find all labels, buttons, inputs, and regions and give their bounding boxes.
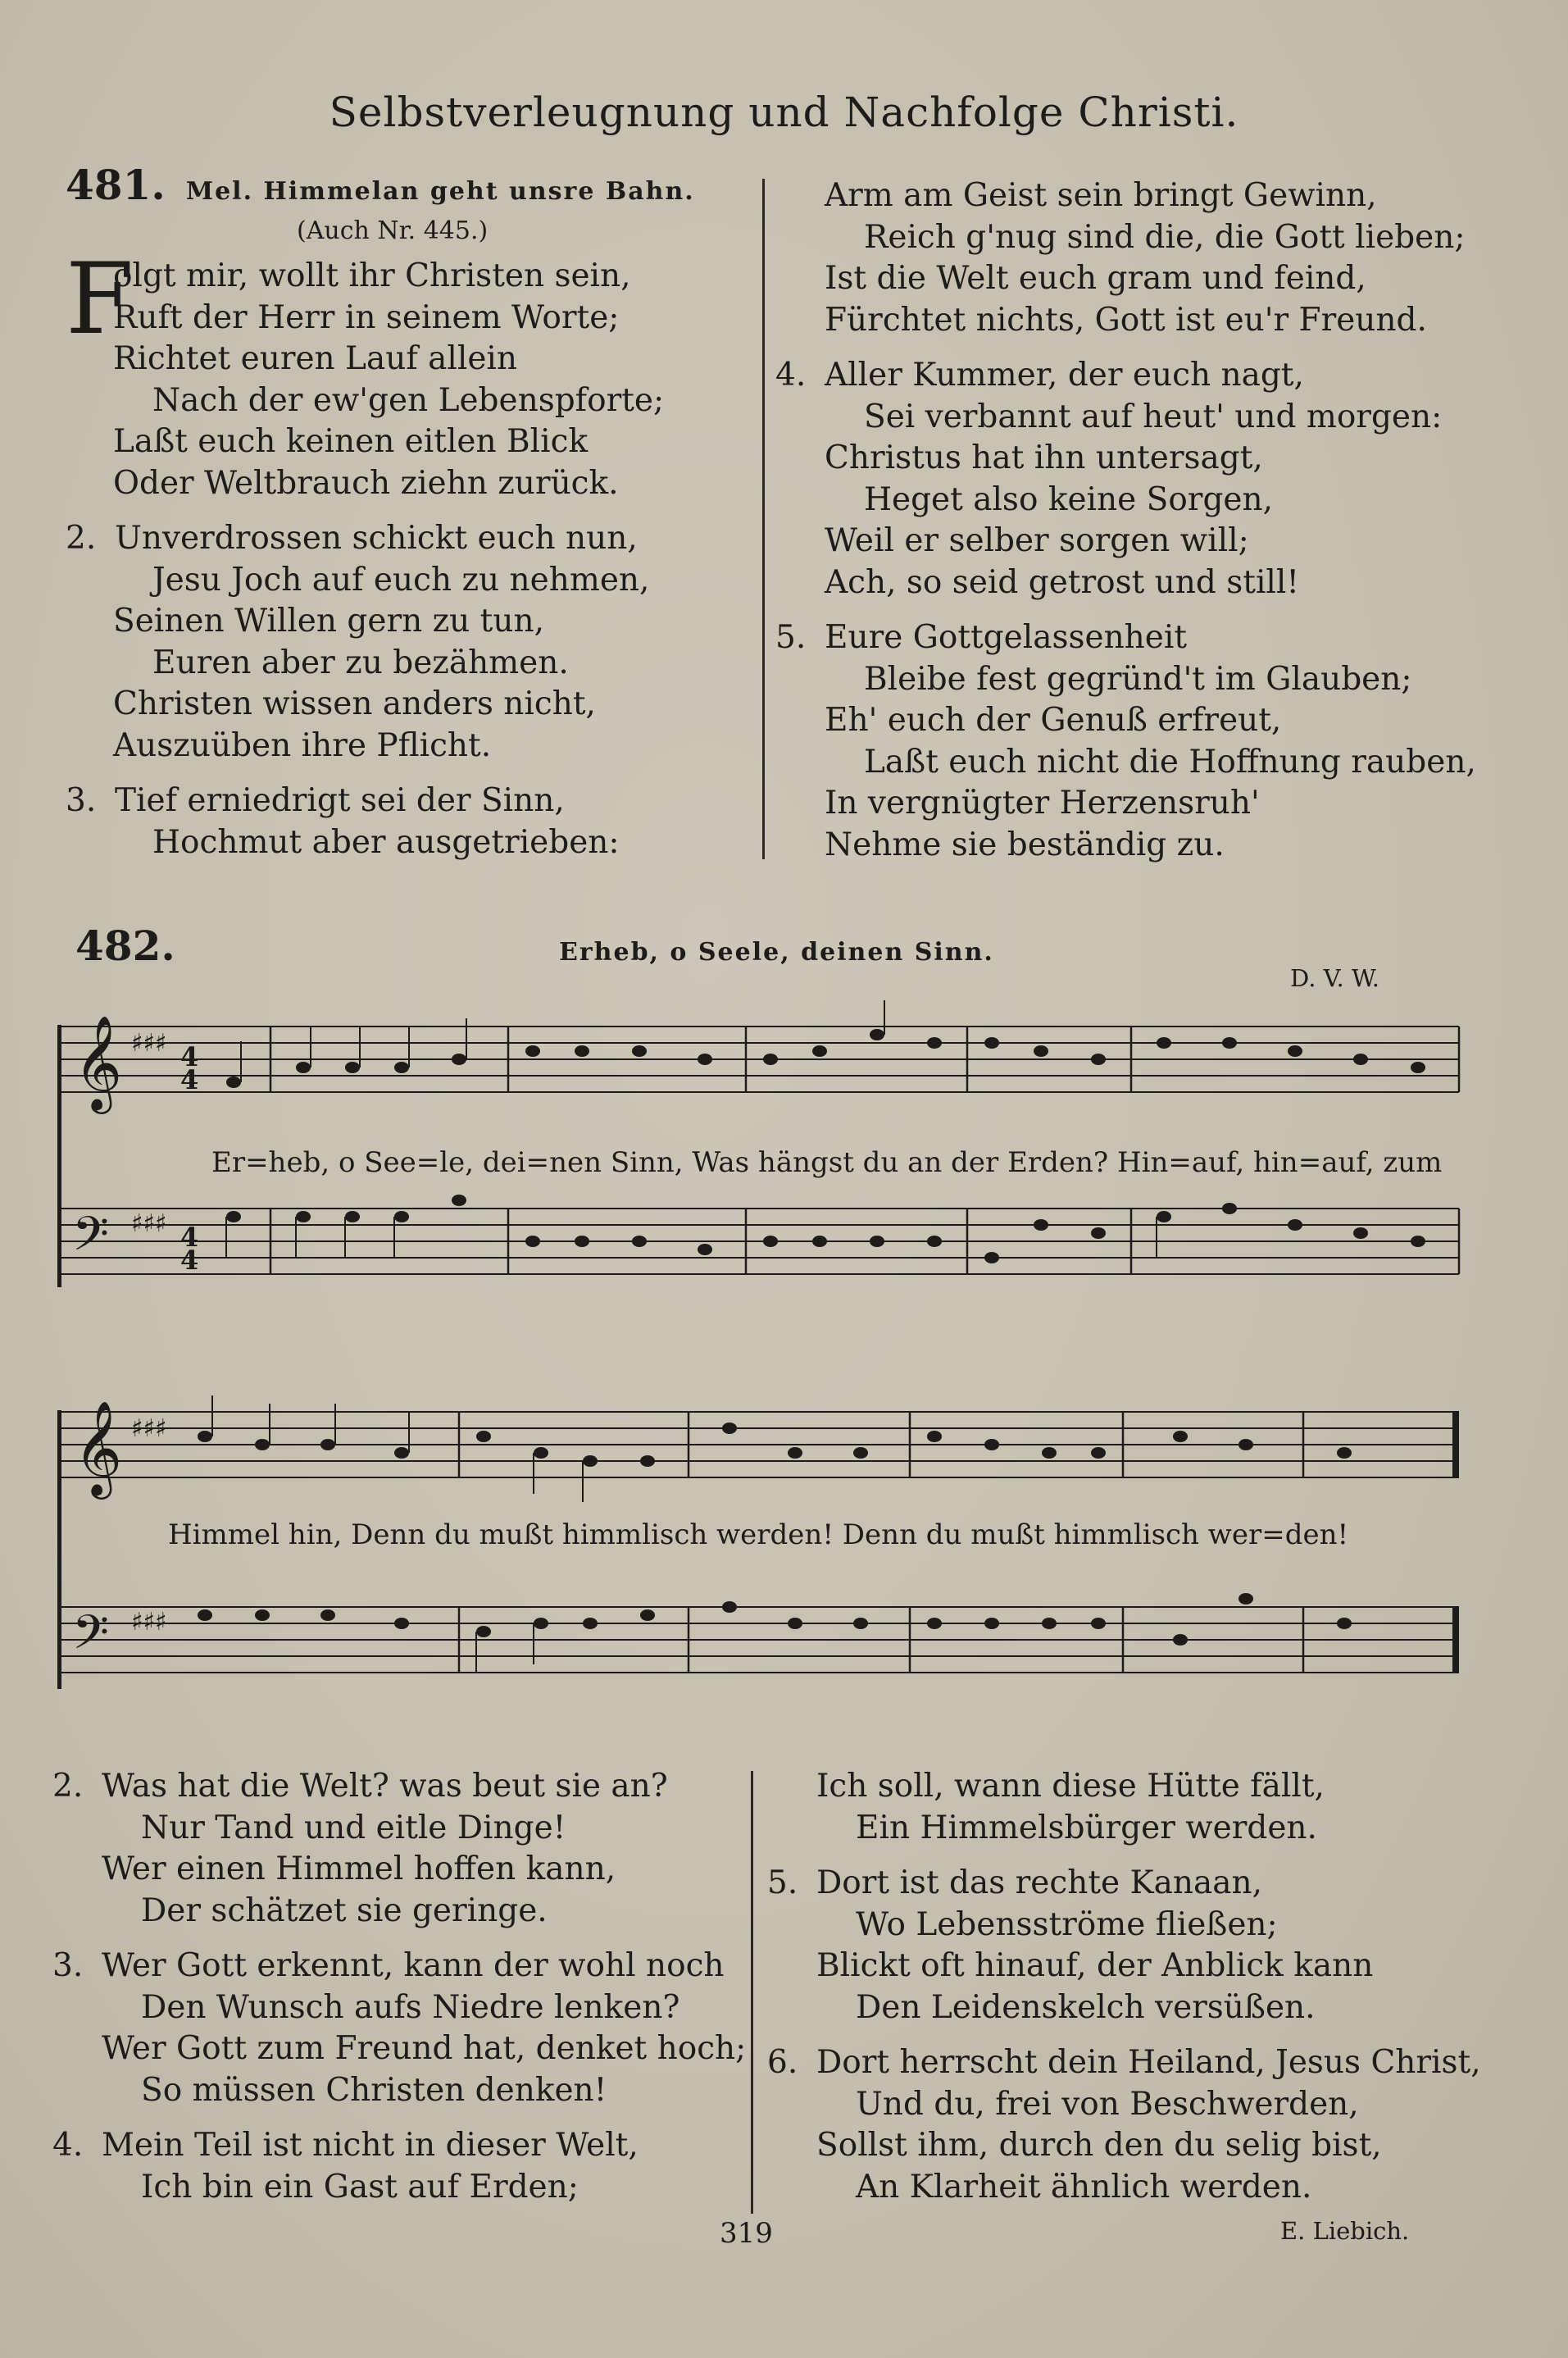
hymn-482-verse-2	[52, 1766, 757, 1932]
hymn-481-verse-2	[66, 518, 754, 767]
bass-clef-icon: 𝄢	[72, 1206, 110, 1273]
time-signature: 4	[180, 1222, 199, 1253]
verse-line: Fürchtet nichts, Gott ist eu'r Freund.	[825, 301, 1427, 339]
verse-line: Weil er selber sorgen will;	[825, 522, 1249, 559]
verse-number: 3.	[52, 1947, 84, 1984]
column-divider	[762, 179, 765, 859]
system-brace	[57, 1025, 61, 1287]
verse-line: Christen wissen anders nicht,	[113, 685, 596, 722]
verse-number: 6.	[767, 2044, 798, 2081]
verse-line: Wer Gott zum Freund hat, denket hoch;	[102, 2030, 747, 2067]
page-number: 319	[720, 2217, 773, 2250]
verse-line: Mein Teil ist nicht in dieser Welt,	[102, 2127, 639, 2164]
verse-line: Tief erniedrigt sei der Sinn,	[115, 782, 565, 819]
verse-line: Jesu Joch auf euch zu nehmen,	[152, 561, 650, 599]
verse-line: Blickt oft hinauf, der Anblick kann	[816, 1947, 1374, 1984]
verse-line: Ist die Welt euch gram und feind,	[825, 260, 1366, 297]
hymn-482-composer: D. V. W.	[1290, 964, 1379, 992]
verse-line: Der schätzet sie geringe.	[141, 1891, 548, 1929]
verse-line: Nach der ew'gen Lebenspforte;	[152, 381, 665, 419]
sharp-icon: ♯♯♯	[131, 1029, 167, 1058]
time-signature: 4	[180, 1245, 199, 1276]
time-signature: 4	[180, 1064, 199, 1095]
verse-line: Oder Weltbrauch ziehn zurück.	[113, 464, 619, 502]
verse-line: Sei verbannt auf heut' und morgen:	[864, 398, 1443, 435]
verse-line: Eh' euch der Genuß erfreut,	[825, 702, 1282, 739]
hymn-482-verse-4b	[767, 1766, 1521, 1849]
verse-line: Wer einen Himmel hoffen kann,	[102, 1850, 616, 1887]
sharp-icon: ♯♯♯	[131, 1209, 167, 1238]
bass-notes	[226, 1195, 1425, 1263]
verse-line: Ruft der Herr in seinem Worte;	[113, 298, 620, 336]
hymn-482-verse-5	[767, 1863, 1521, 2028]
verse-line: In vergnügter Herzensruh'	[825, 785, 1260, 822]
hymn-482-lyric-line-2: Himmel hin, Denn du mußt himmlisch werden! Denn du mußt himmlisch wer=den!	[168, 1518, 1349, 1551]
verse-number: 3.	[66, 782, 97, 819]
treble-clef-icon: 𝄞	[74, 1014, 123, 1110]
hymn-482-left-column	[52, 1766, 757, 2222]
hymn-481-left-column	[66, 243, 754, 877]
verse-line: Laßt euch keinen eitlen Blick	[113, 423, 589, 460]
hymn-482-right-column	[767, 1766, 1521, 2222]
treble-clef-icon: 𝄞	[74, 1400, 123, 1495]
verse-line: An Klarheit ähnlich werden.	[856, 2168, 1312, 2206]
verse-line: Seinen Willen gern zu tun,	[113, 603, 544, 640]
verse-number: 2.	[52, 1768, 84, 1805]
hymn-481-also: (Auch Nr. 445.)	[297, 216, 489, 245]
sharp-icon: ♯♯♯	[131, 1608, 167, 1636]
verse-line: Hochmut aber ausgetrieben:	[152, 823, 620, 861]
verse-line: Unverdrossen schickt euch nun,	[115, 520, 638, 557]
verse-line: Ach, so seid getrost und still!	[825, 563, 1300, 601]
final-barline	[1452, 1412, 1459, 1477]
verse-line: Und du, frei von Beschwerden,	[856, 2085, 1359, 2123]
drop-cap-letter: F	[66, 243, 134, 357]
page-title: Selbstverleugnung und Nachfolge Christi.	[329, 89, 1239, 136]
verse-line: Auszuüben ihre Pflicht.	[113, 726, 492, 764]
hymn-481-verse-5	[775, 617, 1513, 866]
hymn-481-number: 481.	[66, 161, 166, 209]
verse-line: Wo Lebensströme fließen;	[856, 1905, 1278, 1943]
hymn-481-verse-1	[66, 243, 754, 504]
verse-line: Den Leidenskelch versüßen.	[856, 1988, 1316, 2026]
verse-line: Wer Gott erkennt, kann der wohl noch	[102, 1947, 725, 1984]
verse-line: Was hat die Welt? was beut sie an?	[102, 1768, 668, 1805]
verse-line: Ich bin ein Gast auf Erden;	[141, 2168, 579, 2206]
column-divider	[751, 1771, 753, 2214]
hymn-481-verse-4	[775, 355, 1513, 603]
hymn-482-number: 482.	[75, 922, 175, 970]
verse-line: Arm am Geist sein bringt Gewinn,	[825, 177, 1377, 214]
verse-line: Sollst ihm, durch den du selig bist,	[816, 2127, 1382, 2164]
verse-line: Dort ist das rechte Kanaan,	[816, 1864, 1263, 1901]
verse-line: olgt mir, wollt ihr Christen sein,	[113, 257, 631, 294]
verse-line: Christus hat ihn untersagt,	[825, 439, 1263, 476]
verse-line: Richtet euren Lauf allein	[113, 340, 518, 377]
verse-number: 2.	[66, 520, 97, 557]
hymn-481-right-column	[775, 175, 1513, 880]
verse-line: Nehme sie beständig zu.	[825, 826, 1225, 863]
verse-line: Euren aber zu bezähmen.	[152, 644, 569, 681]
system-brace	[57, 1410, 61, 1689]
final-barline	[1452, 1607, 1459, 1673]
verse-line: Eure Gottgelassenheit	[825, 619, 1188, 656]
hymn-481-melody: Mel. Himmelan geht unsre Bahn.	[185, 177, 695, 206]
verse-line: So müssen Christen denken!	[141, 2071, 607, 2109]
verse-line: Nur Tand und eitle Dinge!	[141, 1809, 566, 1846]
verse-line: Dort herrscht dein Heiland, Jesus Christ,	[816, 2044, 1481, 2081]
verse-number: 5.	[775, 619, 807, 656]
verse-number: 5.	[767, 1864, 798, 1901]
bass-notes	[198, 1593, 1352, 1646]
verse-number: 4.	[775, 357, 807, 394]
verse-line: Reich g'nug sind die, die Gott lieben;	[864, 218, 1466, 256]
verse-line: Bleibe fest gegründ't im Glauben;	[864, 660, 1412, 698]
hymn-482-author: E. Liebich.	[1280, 2217, 1410, 2245]
hymn-482-verse-6	[767, 2042, 1521, 2208]
verse-line: Aller Kummer, der euch nagt,	[825, 357, 1304, 394]
verse-line: Ein Himmelsbürger werden.	[856, 1809, 1317, 1846]
verse-line: Ich soll, wann diese Hütte fällt,	[816, 1768, 1325, 1805]
bass-staff	[61, 1607, 1459, 1673]
hymn-482-lyric-line-1: Er=heb, o See=le, dei=nen Sinn, Was hängst du an der Erden? Hin=auf, hin=auf, zum	[211, 1146, 1443, 1179]
hymn-482-verse-3	[52, 1946, 757, 2111]
sharp-icon: ♯♯♯	[131, 1414, 167, 1443]
note-stems	[226, 1000, 1157, 1258]
bass-clef-icon: 𝄢	[72, 1605, 110, 1672]
hymn-482-verse-4a	[52, 2125, 757, 2208]
music-system-2	[49, 1386, 1475, 1730]
verse-number: 4.	[52, 2127, 84, 2164]
time-signature: 4	[180, 1041, 199, 1072]
hymn-481-verse-3a	[66, 781, 754, 863]
hymn-481-header	[66, 161, 695, 209]
hymn-482-tune-title: Erheb, o Seele, deinen Sinn.	[559, 938, 994, 967]
verse-line: Laßt euch nicht die Hoffnung rauben,	[864, 743, 1476, 781]
hymn-481-verse-3b	[775, 175, 1513, 341]
verse-line: Den Wunsch aufs Niedre lenken?	[141, 1988, 680, 2026]
verse-line: Heget also keine Sorgen,	[864, 480, 1274, 518]
